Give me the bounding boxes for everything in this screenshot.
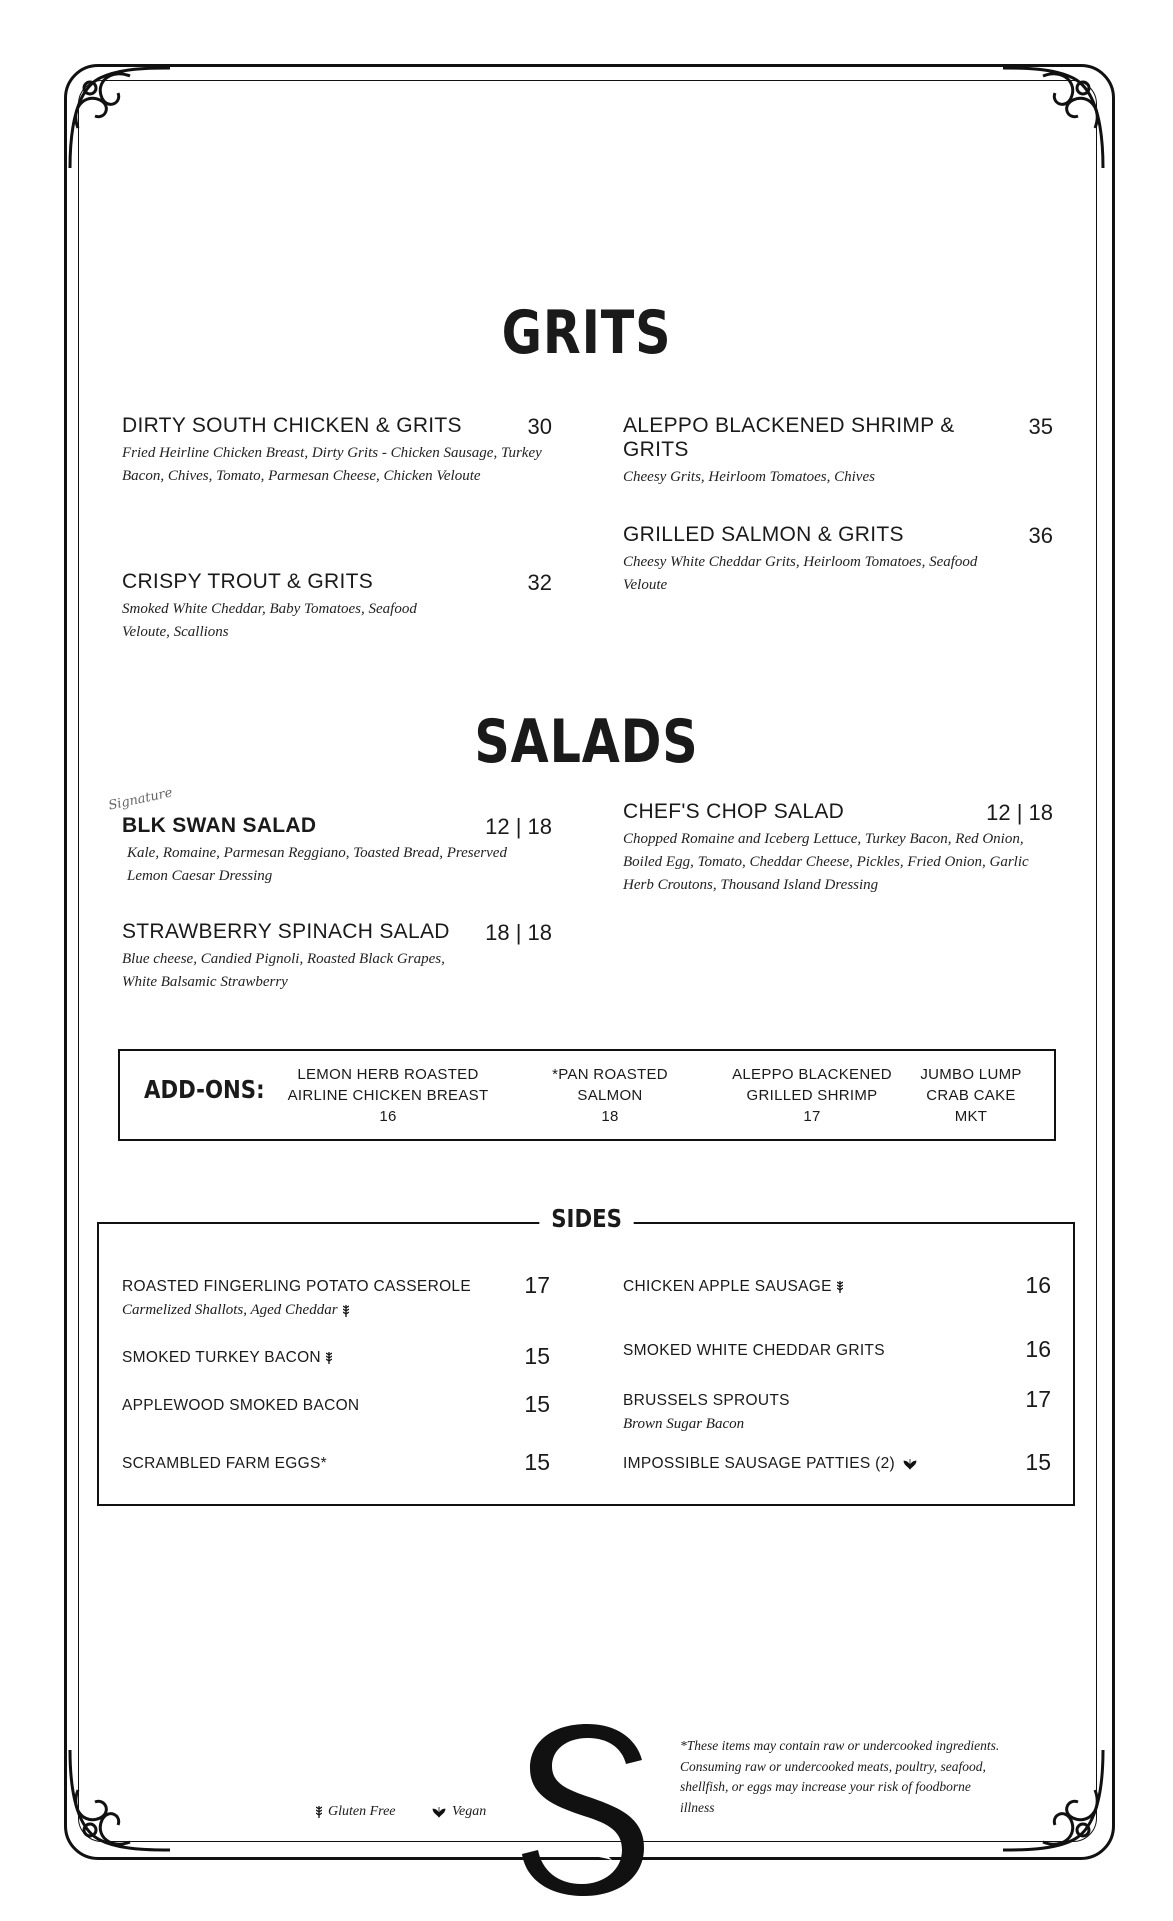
ornament-corner-icon (60, 58, 180, 178)
menu-item: BLK SWAN SALAD 12 | 18 Kale, Romaine, Parmesan Reggiano, Toasted Bread, Preserved Lemon Caesar Dressing (122, 814, 552, 884)
side-item: APPLEWOOD SMOKED BACON 15 (122, 1391, 550, 1417)
vegan-leaf-icon (903, 1458, 917, 1470)
menu-item: CHEF'S CHOP SALAD 12 | 18 Chopped Romaine and Iceberg Lettuce, Turkey Bacon, Red Onion, Boiled Egg, Tomato, Cheddar Cheese, Pickles, Fried Onion, Garlic Herb Croutons, Thousand Island Dressing (623, 800, 1053, 893)
legend-gluten-free: Gluten Free (316, 1804, 396, 1820)
addon-item: LEMON HERB ROASTED AIRLINE CHICKEN BREAST 16 (287, 1066, 489, 1125)
side-item: IMPOSSIBLE SAUSAGE PATTIES (2) 15 (623, 1449, 1051, 1475)
sides-title: SIDES (539, 1204, 633, 1233)
side-item: SMOKED WHITE CHEDDAR GRITS 16 (623, 1336, 1051, 1362)
signature-script: Signature (107, 785, 174, 814)
raw-food-disclaimer: *These items may contain raw or undercooked ingredients. Consuming raw or undercooked meats, poultry, seafood, shellfish, or eggs may increase your risk of foodborne illness (680, 1738, 1000, 1815)
menu-item: ALEPPO BLACKENED SHRIMP & GRITS 35 Cheesy Grits, Heirloom Tomatoes, Chives (623, 414, 1053, 485)
addon-item: ALEPPO BLACKENED GRILLED SHRIMP 17 (732, 1066, 892, 1125)
side-item: CHICKEN APPLE SAUSAGE 16 (623, 1272, 1051, 1298)
menu-item: DIRTY SOUTH CHICKEN & GRITS 30 Fried Heirline Chicken Breast, Dirty Grits - Chicken Sausage, Turkey Bacon, Chives, Tomato, Parmesan Cheese, Chicken Veloute (122, 414, 552, 484)
side-item: ROASTED FINGERLING POTATO CASSEROLE 17 Carmelized Shallots, Aged Cheddar (122, 1272, 550, 1318)
side-item: SCRAMBLED FARM EGGS* 15 (122, 1449, 550, 1475)
ornament-corner-icon (993, 1740, 1113, 1860)
swan-logo-icon (512, 1720, 662, 1896)
vegan-leaf-icon (432, 1806, 446, 1818)
gluten-free-icon (343, 1305, 349, 1317)
menu-item: CRISPY TROUT & GRITS 32 Smoked White Cheddar, Baby Tomatoes, Seafood Veloute, Scallions (122, 570, 552, 640)
addon-item: JUMBO LUMP CRAB CAKE MKT (920, 1066, 1022, 1125)
salads-title: SALADS (474, 707, 699, 777)
gluten-free-icon (837, 1281, 843, 1293)
menu-item: GRILLED SALMON & GRITS 36 Cheesy White Cheddar Grits, Heirloom Tomatoes, Seafood Veloute (623, 523, 1053, 593)
gluten-free-icon (316, 1806, 322, 1818)
legend-vegan: Vegan (432, 1804, 486, 1820)
addon-item: *PAN ROASTED SALMON 18 (552, 1066, 668, 1125)
addons-title: ADD-ONS: (144, 1075, 265, 1104)
side-item: SMOKED TURKEY BACON 15 (122, 1343, 550, 1369)
side-item: BRUSSELS SPROUTS 17 Brown Sugar Bacon (623, 1386, 1051, 1432)
grits-title: GRITS (501, 298, 672, 368)
menu-item: STRAWBERRY SPINACH SALAD 18 | 18 Blue cheese, Candied Pignoli, Roasted Black Grapes, White Balsamic Strawberry (122, 920, 552, 990)
gluten-free-icon (326, 1352, 332, 1364)
addons-box (118, 1049, 1056, 1141)
ornament-corner-icon (60, 1740, 180, 1860)
ornament-corner-icon (993, 58, 1113, 178)
